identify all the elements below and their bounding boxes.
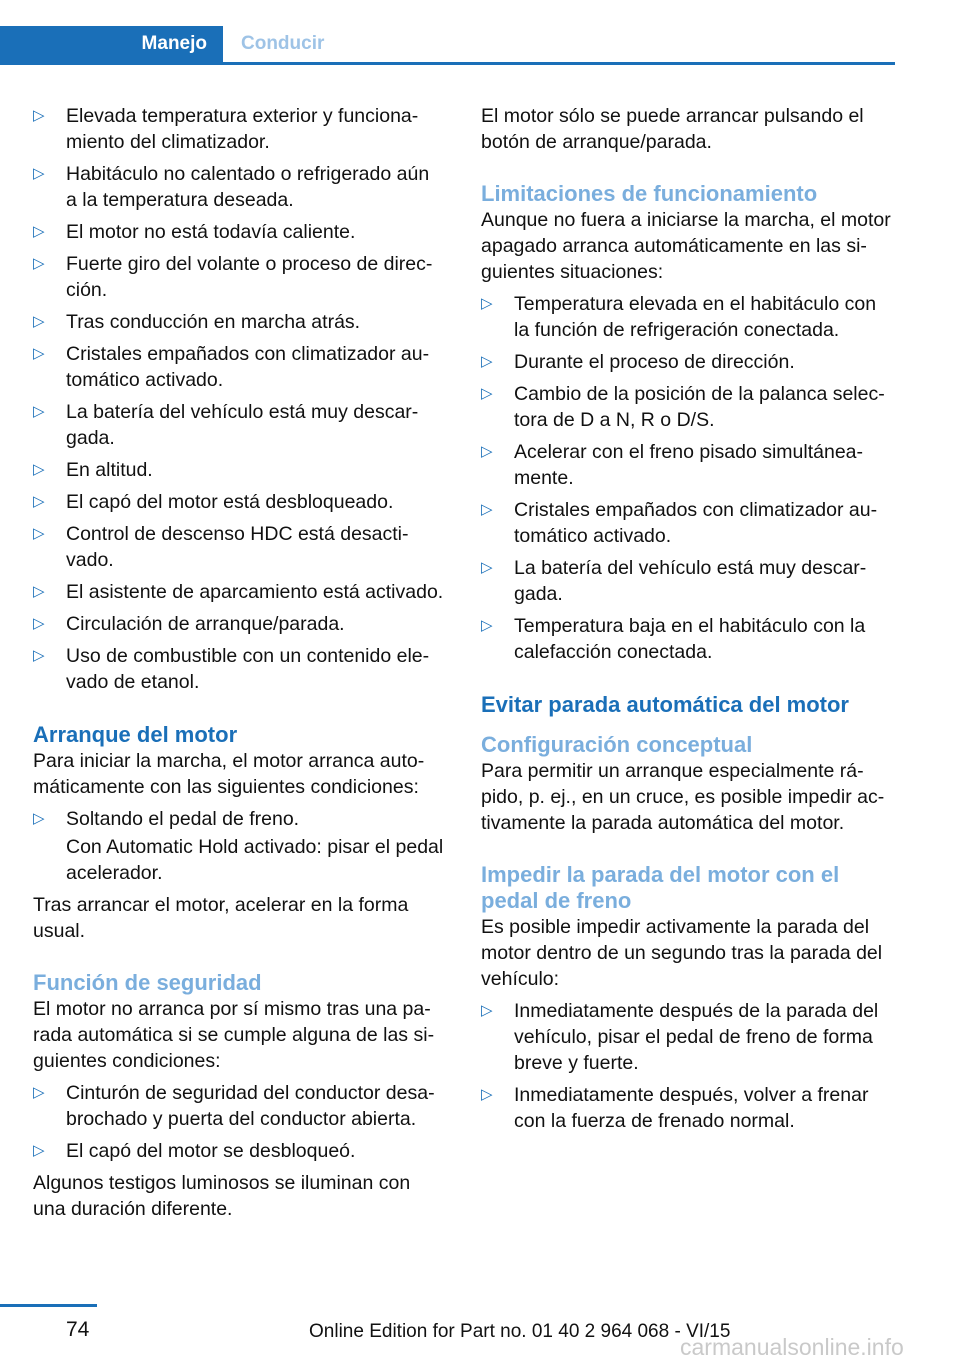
list-item: ▷ En altitud. (33, 459, 153, 481)
triangle-right-icon: ▷ (481, 353, 493, 370)
triangle-right-icon: ▷ (481, 617, 493, 634)
triangle-right-icon: ▷ (33, 583, 45, 600)
list-item: ▷ Habitáculo no calentado o refrigerado aún a la temperatura deseada. (33, 163, 430, 211)
list-item: ▷ Fuerte giro del volante o proceso de dirección. (33, 253, 433, 301)
triangle-right-icon: ▷ (481, 385, 493, 402)
list-item: ▷ Durante el proceso de dirección. (481, 351, 795, 373)
triangle-right-icon: ▷ (33, 810, 45, 827)
bullet-list-conditions (33, 103, 445, 695)
bullet-list-seguridad (33, 1080, 445, 1164)
triangle-right-icon: ▷ (33, 1084, 45, 1101)
list-item: ▷ Cristales empañados con climatizador automático activado. (33, 343, 430, 391)
list-item: ▷ Control de descenso HDC está desactivado. (33, 523, 409, 571)
list-item: ▷ Inmediatamente después de la parada del vehículo, pisar el pedal de freno de forma breve y fuerte. (481, 1000, 879, 1074)
list-item: ▷ Uso de combustible con un contenido elevado de etanol. (33, 645, 430, 693)
page-number: 74 (66, 1318, 90, 1341)
list-item: ▷ Tras conducción en marcha atrás. (33, 311, 361, 333)
triangle-right-icon: ▷ (33, 403, 45, 420)
paragraph-impedir: Es posible impedir activamente la parada del motor dentro de un segundo tras la parada del vehículo: (481, 916, 883, 990)
list-item: ▷ Cinturón de seguridad del conductor desabrochado y puerta del conductor abierta. (33, 1082, 435, 1130)
edition-note: Online Edition for Part no. 01 40 2 964 068 - VI/15 (309, 1321, 731, 1342)
heading-limitaciones: Limitaciones de funcionamiento (481, 181, 818, 206)
triangle-right-icon: ▷ (33, 1142, 45, 1159)
triangle-right-icon: ▷ (33, 345, 45, 362)
triangle-right-icon: ▷ (481, 1086, 493, 1103)
watermark: carmanualsonline.info (680, 1334, 904, 1360)
triangle-right-icon: ▷ (33, 107, 45, 124)
heading-funcion-de-seguridad: Función de seguridad (33, 970, 262, 995)
paragraph-limitaciones: Aunque no fuera a iniciarse la marcha, el motor apagado arranca automáticamente en las siguientes situaciones: (481, 209, 891, 283)
paragraph-configuracion: Para permitir un arranque especialmente rápido, p. ej., en un cruce, es posible impedir activamente la parada automática del motor. (481, 760, 885, 834)
list-item: ▷ Cambio de la posición de la palanca selectora de D a N, R o D/S. (481, 383, 885, 431)
chapter-tab-bar (0, 26, 895, 65)
triangle-right-icon: ▷ (33, 255, 45, 272)
paragraph-arranque-pulsando: El motor sólo se puede arrancar pulsando el botón de arranque/parada. (481, 105, 864, 153)
list-item: ▷ Circulación de arranque/parada. (33, 613, 345, 635)
triangle-right-icon: ▷ (481, 1002, 493, 1019)
list-item: ▷ El capó del motor está desbloqueado. (33, 491, 394, 513)
heading-configuracion-conceptual: Configuración conceptual (481, 732, 753, 757)
list-item: ▷ Temperatura baja en el habitáculo con la calefacción conectada. (481, 615, 866, 663)
paragraph-tras-arrancar: Tras arrancar el motor, acelerar en la forma usual. (33, 894, 409, 942)
list-item: ▷ Soltando el pedal de freno. (33, 808, 300, 830)
triangle-right-icon: ▷ (33, 525, 45, 542)
triangle-right-icon: ▷ (33, 493, 45, 510)
paragraph-testigos: Algunos testigos luminosos se iluminan con una duración diferente. (33, 1172, 411, 1220)
triangle-right-icon: ▷ (33, 615, 45, 632)
paragraph-seguridad: El motor no arranca por sí mismo tras una parada automática si se cumple alguna de las siguientes condiciones: (33, 998, 435, 1072)
list-item: ▷ La batería del vehículo está muy descargada. (481, 557, 867, 605)
footer-rule (0, 1304, 97, 1307)
triangle-right-icon: ▷ (481, 295, 493, 312)
triangle-right-icon: ▷ (33, 313, 45, 330)
list-item: ▷ Acelerar con el freno pisado simultáneamente. (481, 441, 864, 489)
left-column (33, 103, 445, 1228)
list-item: ▷ Cristales empañados con climatizador automático activado. (481, 499, 878, 547)
list-item: ▷ El asistente de aparcamiento está activado. (33, 581, 444, 603)
list-item: ▷ El motor no está todavía caliente. (33, 221, 356, 243)
list-item: ▷ El capó del motor se desbloqueó. (33, 1140, 356, 1162)
triangle-right-icon: ▷ (33, 647, 45, 664)
bullet-list-arranque (33, 806, 445, 832)
triangle-right-icon: ▷ (33, 165, 45, 182)
heading-impedir-parada: Impedir la parada del motor con el pedal de freno (481, 862, 840, 913)
list-item: ▷ Temperatura elevada en el habitáculo con la función de refrigeración conectada. (481, 293, 877, 341)
list-item: ▷ La batería del vehículo está muy descargada. (33, 401, 419, 449)
bullet-list-impedir (481, 998, 894, 1134)
tab-manejo[interactable]: Manejo (0, 26, 223, 62)
triangle-right-icon: ▷ (33, 461, 45, 478)
triangle-right-icon: ▷ (481, 501, 493, 518)
tab-conducir[interactable]: Conducir (241, 33, 325, 54)
paragraph-arranque: Para iniciar la marcha, el motor arranca automáticamente con las siguientes condiciones: (33, 750, 425, 798)
triangle-right-icon: ▷ (481, 443, 493, 460)
list-item: ▷ Elevada temperatura exterior y funcionamiento del climatizador. (33, 105, 419, 153)
right-column (481, 103, 894, 1140)
triangle-right-icon: ▷ (481, 559, 493, 576)
bullet-list-limitaciones (481, 291, 894, 665)
heading-evitar-parada: Evitar parada automática del motor (481, 692, 849, 717)
list-item: ▷ Inmediatamente después, volver a frenar con la fuerza de frenado normal. (481, 1084, 869, 1132)
triangle-right-icon: ▷ (33, 223, 45, 240)
paragraph-automatic-hold: Con Automatic Hold activado: pisar el pedal acelerador. (66, 836, 444, 884)
heading-arranque-del-motor: Arranque del motor (33, 722, 238, 747)
